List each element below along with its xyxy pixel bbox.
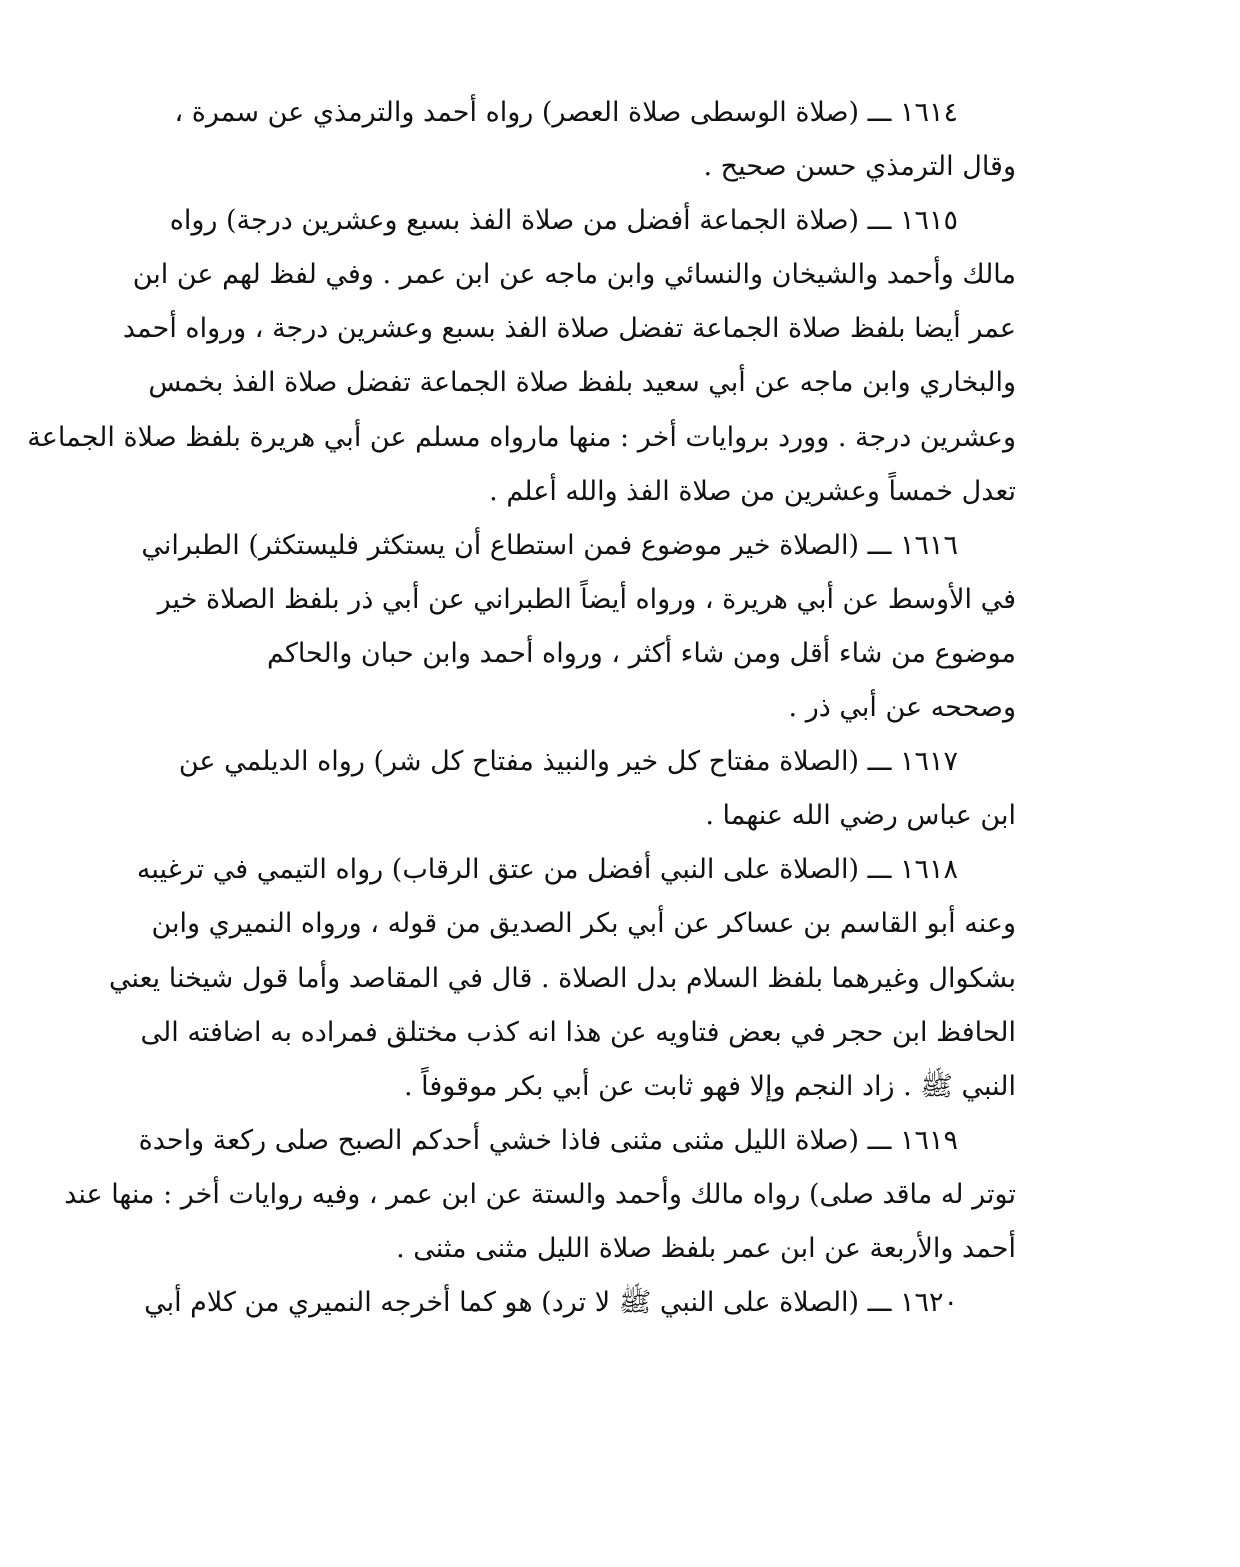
text-line: وعنه أبو القاسم بن عساكر عن أبي بكر الصديق من قوله ، ورواه النميري وابن <box>151 908 1016 940</box>
text-line: ١٦١٥ ـــ (صلاة الجماعة أفضل من صلاة الفذ بسبع وعشرين درجة) رواه <box>169 205 958 237</box>
text-line: ١٦١٦ ـــ (الصلاة خير موضوع فمن استطاع أن يستكثر فليستكثر) الطبراني <box>141 529 958 561</box>
text-line: الحافظ ابن حجر في بعض فتاويه عن هذا انه كذب مختلق فمراده به اضافته الى <box>140 1016 1016 1048</box>
text-line: ١٦١٧ ـــ (الصلاة مفتاح كل خير والنبيذ مفتاح كل شر) رواه الديلمي عن <box>178 746 958 778</box>
text-line: في الأوسط عن أبي هريرة ، ورواه أيضاً الطبراني عن أبي ذر بلفظ الصلاة خير <box>157 583 1016 615</box>
text-line: عمر أيضا بلفظ صلاة الجماعة تفضل صلاة الفذ بسبع وعشرين درجة ، ورواه أحمد <box>122 313 1016 345</box>
text-line: ١٦١٤ ـــ (صلاة الوسطى صلاة العصر) رواه أحمد والترمذي عن سمرة ، <box>174 97 958 128</box>
text-line: أحمد والأربعة عن ابن عمر بلفظ صلاة الليل مثنى مثنى . <box>396 1232 1016 1264</box>
text-line: وصححه عن أبي ذر . <box>788 692 1016 724</box>
text-line: ١٦١٨ ـــ (الصلاة على النبي أفضل من عتق الرقاب) رواه التيمي في ترغيبه <box>136 854 958 886</box>
text-line: ١٦١٩ ـــ (صلاة الليل مثنى مثنى فاذا خشي أحدكم الصبح صلى ركعة واحدة <box>138 1124 958 1156</box>
text-line: والبخاري وابن ماجه عن أبي سعيد بلفظ صلاة الجماعة تفضل صلاة الفذ بخمس <box>148 367 1016 399</box>
text-line: توتر له ماقد صلى) رواه مالك وأحمد والستة عن ابن عمر ، وفيه روايات أخر : منها عند <box>64 1178 1016 1210</box>
hadith-text-column <box>27 86 1016 1330</box>
text-line: موضوع من شاء أقل ومن شاء أكثر ، ورواه أحمد وابن حبان والحاكم <box>267 637 1016 669</box>
text-line: ابن عباس رضي الله عنهما . <box>705 800 1016 832</box>
text-line: بشكوال وغيرهما بلفظ السلام بدل الصلاة . قال في المقاصد وأما قول شيخنا يعني <box>108 962 1016 994</box>
text-line: تعدل خمساً وعشرين من صلاة الفذ والله أعلم . <box>489 475 1016 507</box>
text-line: ١٦٢٠ ـــ (الصلاة على النبي ﷺ لا ترد) هو كما أخرجه النميري من كلام أبي <box>144 1287 958 1319</box>
text-line: وقال الترمذي حسن صحيح . <box>703 151 1016 183</box>
text-line: النبي ﷺ . زاد النجم وإلا فهو ثابت عن أبي بكر موقوفاً . <box>403 1070 1016 1102</box>
text-line: وعشرين درجة . وورد بروايات أخر : منها مارواه مسلم عن أبي هريرة بلفظ صلاة الجماعة <box>27 421 1016 453</box>
text-line: مالك وأحمد والشيخان والنسائي وابن ماجه عن ابن عمر . وفي لفظ لهم عن ابن <box>132 259 1016 291</box>
